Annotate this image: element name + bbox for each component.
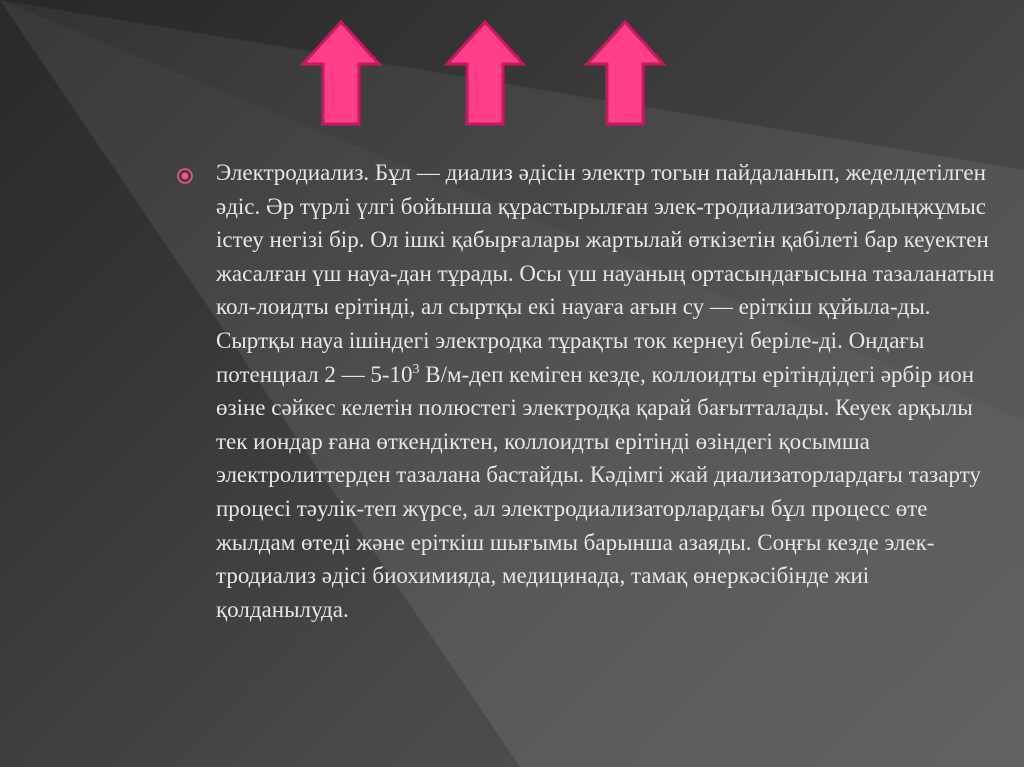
paragraph-text-part2: В/м-деп кеміген кезде, коллоидты ерітіндідегі әрбір ион өзіне сәйкес келетін полюстегі электродқа қарай бағытталады. Кеуек арқылы тек иондар ғана өткендіктен, коллоидты ерітінді өзіндегі қосымша электролиттерден тазалана бастайды. Кәдімгі жай диализаторлардағы тазарту процесі тәулік-теп жүрсе, ал электродиализаторлардағы бұл процесс өте жылдам өтеді және еріткіш шығымы барынша азаяды. Соңғы кезде элек-тродиализ әдісі биохимияда, медицинада, тамақ өнеркәсібінде жиі қолданылуда. [216,361,981,622]
body-paragraph [216,156,1006,626]
arrow-up-icon [583,18,667,128]
radio-bullet-icon [176,167,194,185]
arrow-up-icon [443,18,527,128]
decorative-arrows [0,0,1024,140]
superscript-exponent: 3 [412,361,420,377]
paragraph-text-part1: Электродиализ. Бұл — диализ әдісін электр тогын пайдаланып, жеделдетілген әдіс. Әр түрлі үлгі бойынша құрастырылған элек-тродиализаторлардыңжұмыс істеу негізі бір. Ол ішкі қабырғалары жартылай өткізетін қабілеті бар кеуектен жасалған үш науа-дан тұрады. Осы үш науаның ортасындағысына тазаланатын кол-лоидты ерітінді, ал сыртқы екі науаға ағын су — еріткіш құйыла-ды. Сыртқы науа ішіндегі электродка тұрақты ток кернеуі беріле-ді. Ондағы потенциал 2 — 5-10 [216,160,995,387]
arrow-up-icon [299,18,383,128]
